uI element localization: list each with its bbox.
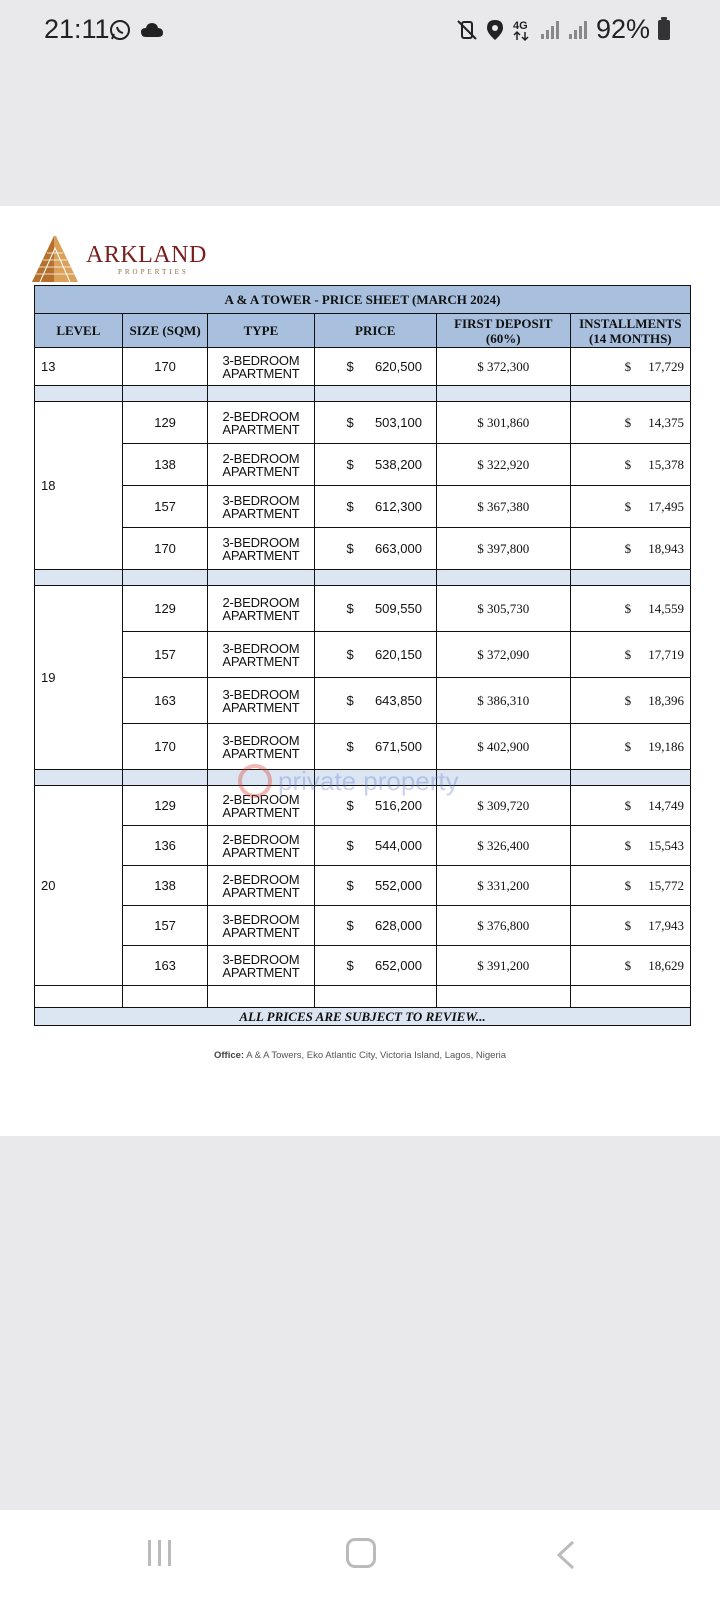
type-cell: 3-BEDROOM APARTMENT: [208, 946, 314, 986]
status-bar: [0, 0, 720, 62]
deposit-cell: $ 376,800: [436, 906, 570, 946]
size-cell: 170: [122, 528, 208, 570]
location-icon: [486, 19, 504, 41]
type-cell: 3-BEDROOM APARTMENT: [208, 348, 314, 386]
price-sheet-document[interactable]: [0, 206, 720, 1136]
arkland-logo: [30, 234, 207, 286]
price-cell: $ 671,500: [314, 724, 436, 770]
price-cell: $ 503,100: [314, 402, 436, 444]
installment-cell: $ 18,396: [570, 678, 690, 724]
level-cell: 20: [35, 786, 123, 986]
size-cell: 163: [122, 946, 208, 986]
table-row: [35, 444, 691, 486]
price-table: [34, 285, 691, 1026]
installment-cell: $ 17,943: [570, 906, 690, 946]
installment-cell: $ 14,375: [570, 402, 690, 444]
cloud-icon: [140, 21, 164, 39]
installment-cell: $ 18,629: [570, 946, 690, 986]
table-row: [35, 724, 691, 770]
table-row: [35, 486, 691, 528]
battery-icon: [658, 20, 670, 40]
type-cell: 3-BEDROOM APARTMENT: [208, 632, 314, 678]
type-cell: 2-BEDROOM APARTMENT: [208, 866, 314, 906]
4g-icon: [512, 18, 532, 42]
type-cell: 3-BEDROOM APARTMENT: [208, 678, 314, 724]
brand-tagline: PROPERTIES: [118, 268, 189, 276]
price-cell: $ 509,550: [314, 586, 436, 632]
table-row: [35, 678, 691, 724]
watermark: [238, 764, 459, 798]
type-cell: 3-BEDROOM APARTMENT: [208, 528, 314, 570]
level-cell: 18: [35, 402, 123, 570]
type-cell: 2-BEDROOM APARTMENT: [208, 826, 314, 866]
size-cell: 157: [122, 632, 208, 678]
clock: 21:11: [44, 14, 110, 44]
price-cell: $ 663,000: [314, 528, 436, 570]
size-cell: 138: [122, 866, 208, 906]
level-cell: 13: [35, 348, 123, 386]
type-cell: 3-BEDROOM APARTMENT: [208, 724, 314, 770]
signal-icon-1: [540, 20, 560, 40]
private-property-logo-icon: [238, 764, 272, 798]
installment-cell: $ 17,729: [570, 348, 690, 386]
price-cell: $ 620,500: [314, 348, 436, 386]
deposit-cell: $ 391,200: [436, 946, 570, 986]
size-cell: 129: [122, 586, 208, 632]
office-address: Office: A & A Towers, Eko Atlantic City, Victoria Island, Lagos, Nigeria: [213, 1050, 507, 1061]
deposit-cell: $ 367,380: [436, 486, 570, 528]
table-row: [35, 826, 691, 866]
deposit-cell: $ 402,900: [436, 724, 570, 770]
size-cell: 157: [122, 486, 208, 528]
table-row: [35, 632, 691, 678]
type-cell: 2-BEDROOM APARTMENT: [208, 402, 314, 444]
type-cell: 2-BEDROOM APARTMENT: [208, 786, 314, 826]
recents-button[interactable]: [148, 1540, 171, 1566]
back-button[interactable]: [556, 1540, 576, 1570]
deposit-cell: $ 322,920: [436, 444, 570, 486]
installment-cell: $ 18,943: [570, 528, 690, 570]
type-cell: 3-BEDROOM APARTMENT: [208, 486, 314, 528]
price-cell: $ 620,150: [314, 632, 436, 678]
blank-row: [35, 986, 691, 1008]
col-price-header: PRICE: [314, 314, 436, 348]
price-cell: $ 643,850: [314, 678, 436, 724]
table-row: [35, 348, 691, 386]
size-cell: 163: [122, 678, 208, 724]
price-cell: $ 552,000: [314, 866, 436, 906]
installment-cell: $ 14,559: [570, 586, 690, 632]
deposit-cell: $ 372,300: [436, 348, 570, 386]
type-cell: 3-BEDROOM APARTMENT: [208, 906, 314, 946]
installment-cell: $ 17,719: [570, 632, 690, 678]
spacer-row: [35, 570, 691, 586]
size-cell: 170: [122, 724, 208, 770]
type-cell: 2-BEDROOM APARTMENT: [208, 586, 314, 632]
deposit-cell: $ 331,200: [436, 866, 570, 906]
table-row: [35, 402, 691, 444]
deposit-cell: $ 372,090: [436, 632, 570, 678]
vibrate-mute-icon: [456, 19, 478, 41]
deposit-cell: $ 397,800: [436, 528, 570, 570]
col-size-header: SIZE (SQM): [122, 314, 208, 348]
installment-cell: $ 19,186: [570, 724, 690, 770]
home-button[interactable]: [346, 1538, 376, 1568]
table-row: [35, 866, 691, 906]
col-installments-header: INSTALLMENTS (14 MONTHS): [570, 314, 690, 348]
price-cell: $ 538,200: [314, 444, 436, 486]
type-cell: 2-BEDROOM APARTMENT: [208, 444, 314, 486]
price-cell: $ 544,000: [314, 826, 436, 866]
installment-cell: $ 14,749: [570, 786, 690, 826]
size-cell: 170: [122, 348, 208, 386]
navigation-bar: [0, 1510, 720, 1600]
table-row: [35, 528, 691, 570]
sheet-title: A & A TOWER - PRICE SHEET (MARCH 2024): [35, 286, 691, 314]
deposit-cell: $ 301,860: [436, 402, 570, 444]
brand-name: ARKLAND: [86, 242, 207, 268]
col-level-header: LEVEL: [35, 314, 123, 348]
size-cell: 129: [122, 786, 208, 826]
price-cell: $ 612,300: [314, 486, 436, 528]
size-cell: 138: [122, 444, 208, 486]
size-cell: 157: [122, 906, 208, 946]
level-cell: 19: [35, 586, 123, 770]
size-cell: 129: [122, 402, 208, 444]
watermark-text: private property: [278, 765, 459, 796]
signal-icon-2: [568, 20, 588, 40]
installment-cell: $ 15,543: [570, 826, 690, 866]
table-row: [35, 906, 691, 946]
deposit-cell: $ 305,730: [436, 586, 570, 632]
deposit-cell: $ 386,310: [436, 678, 570, 724]
col-type-header: TYPE: [208, 314, 314, 348]
installment-cell: $ 17,495: [570, 486, 690, 528]
deposit-cell: $ 309,720: [436, 786, 570, 826]
review-note: ALL PRICES ARE SUBJECT TO REVIEW...: [35, 1008, 691, 1026]
spacer-row: [35, 386, 691, 402]
table-row: [35, 946, 691, 986]
whatsapp-icon: [108, 18, 132, 42]
col-deposit-header: FIRST DEPOSIT (60%): [436, 314, 570, 348]
installment-cell: $ 15,378: [570, 444, 690, 486]
price-cell: $ 516,200: [314, 786, 436, 826]
installment-cell: $ 15,772: [570, 866, 690, 906]
price-cell: $ 652,000: [314, 946, 436, 986]
building-logo-icon: [30, 234, 80, 284]
svg-text:4G: 4G: [512, 19, 528, 32]
size-cell: 136: [122, 826, 208, 866]
table-row: [35, 586, 691, 632]
price-cell: $ 628,000: [314, 906, 436, 946]
deposit-cell: $ 326,400: [436, 826, 570, 866]
battery-percent: 92%: [595, 14, 650, 44]
